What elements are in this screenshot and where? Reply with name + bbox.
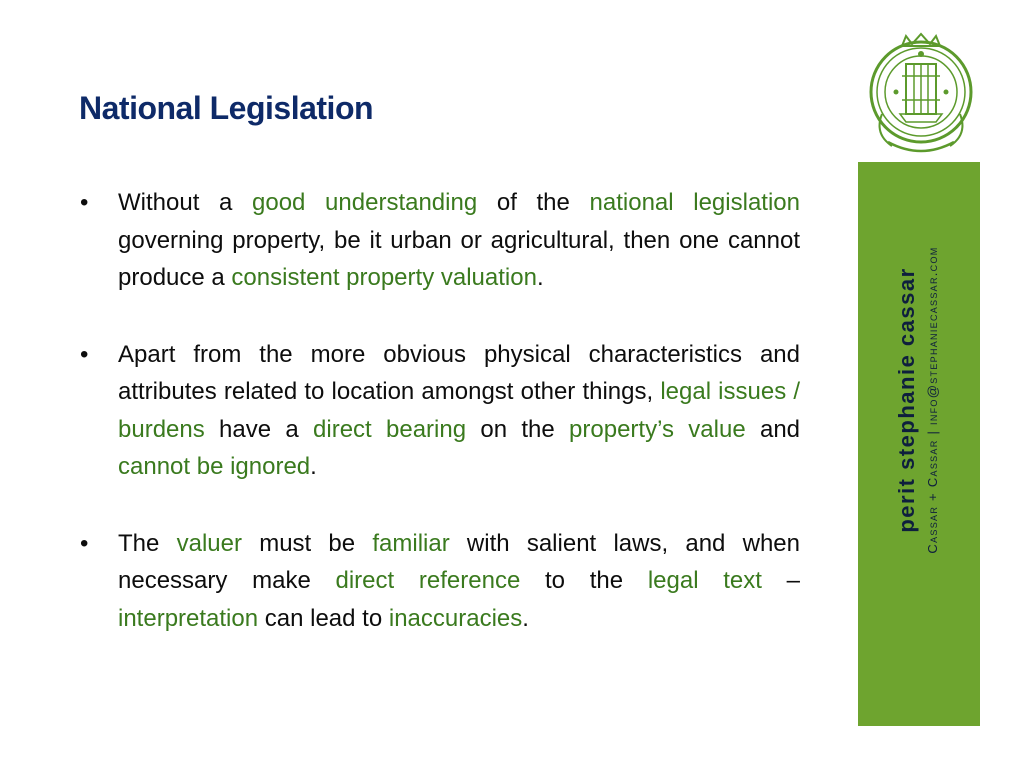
body-text: have a [204,415,314,443]
highlighted-term: legal issues / burdens [118,378,800,443]
bullet-dot: • [80,340,89,368]
highlighted-term: good understanding [252,189,478,216]
body-text: . [522,604,529,632]
highlighted-term: consistent property valuation [231,264,537,291]
body-text: Without a [118,189,253,216]
body-text: governing property, be it urban or agricultural, then one cannot produce a [118,226,800,291]
slide-title: National Legislation [79,90,374,126]
body-text: . [536,264,544,291]
body-text: to the [520,567,648,594]
body-text: Apart from the more obvious physical characteristics and attributes related to location amongst other things, [118,340,800,405]
body-text: . [310,453,317,480]
highlighted-term: familiar [372,529,450,557]
sidebar-contact: Cassar + Cassar | info@stephaniecassar.com [925,246,940,554]
bullet-dot: • [80,529,89,557]
body-text: of the [477,189,590,216]
body-text: with salient laws, and when necessary make [118,529,800,594]
body-text: The [118,529,177,557]
sidebar-name: perit stephanie cassar [894,267,919,533]
sidebar-text [892,120,944,680]
body-text: can lead to [258,604,389,632]
highlighted-term: national legislation [589,189,800,216]
highlighted-term: cannot be ignored [118,453,311,480]
bullet-item [80,525,800,638]
highlighted-term: direct reference [335,567,521,594]
bullet-item [80,184,800,297]
body-text: must be [241,529,373,557]
body-text: on the [466,415,570,443]
highlighted-term: property’s value [569,415,746,443]
bullet-dot: • [80,189,89,216]
bullet-list [80,184,800,676]
bullet-item [80,336,800,486]
highlighted-term: interpretation [118,604,259,632]
highlighted-term: direct bearing [313,415,467,443]
body-text: – [761,567,800,594]
highlighted-term: legal text [647,567,762,594]
highlighted-term: inaccuracies [388,604,523,632]
body-text: and [745,415,801,443]
highlighted-term: valuer [176,529,242,557]
